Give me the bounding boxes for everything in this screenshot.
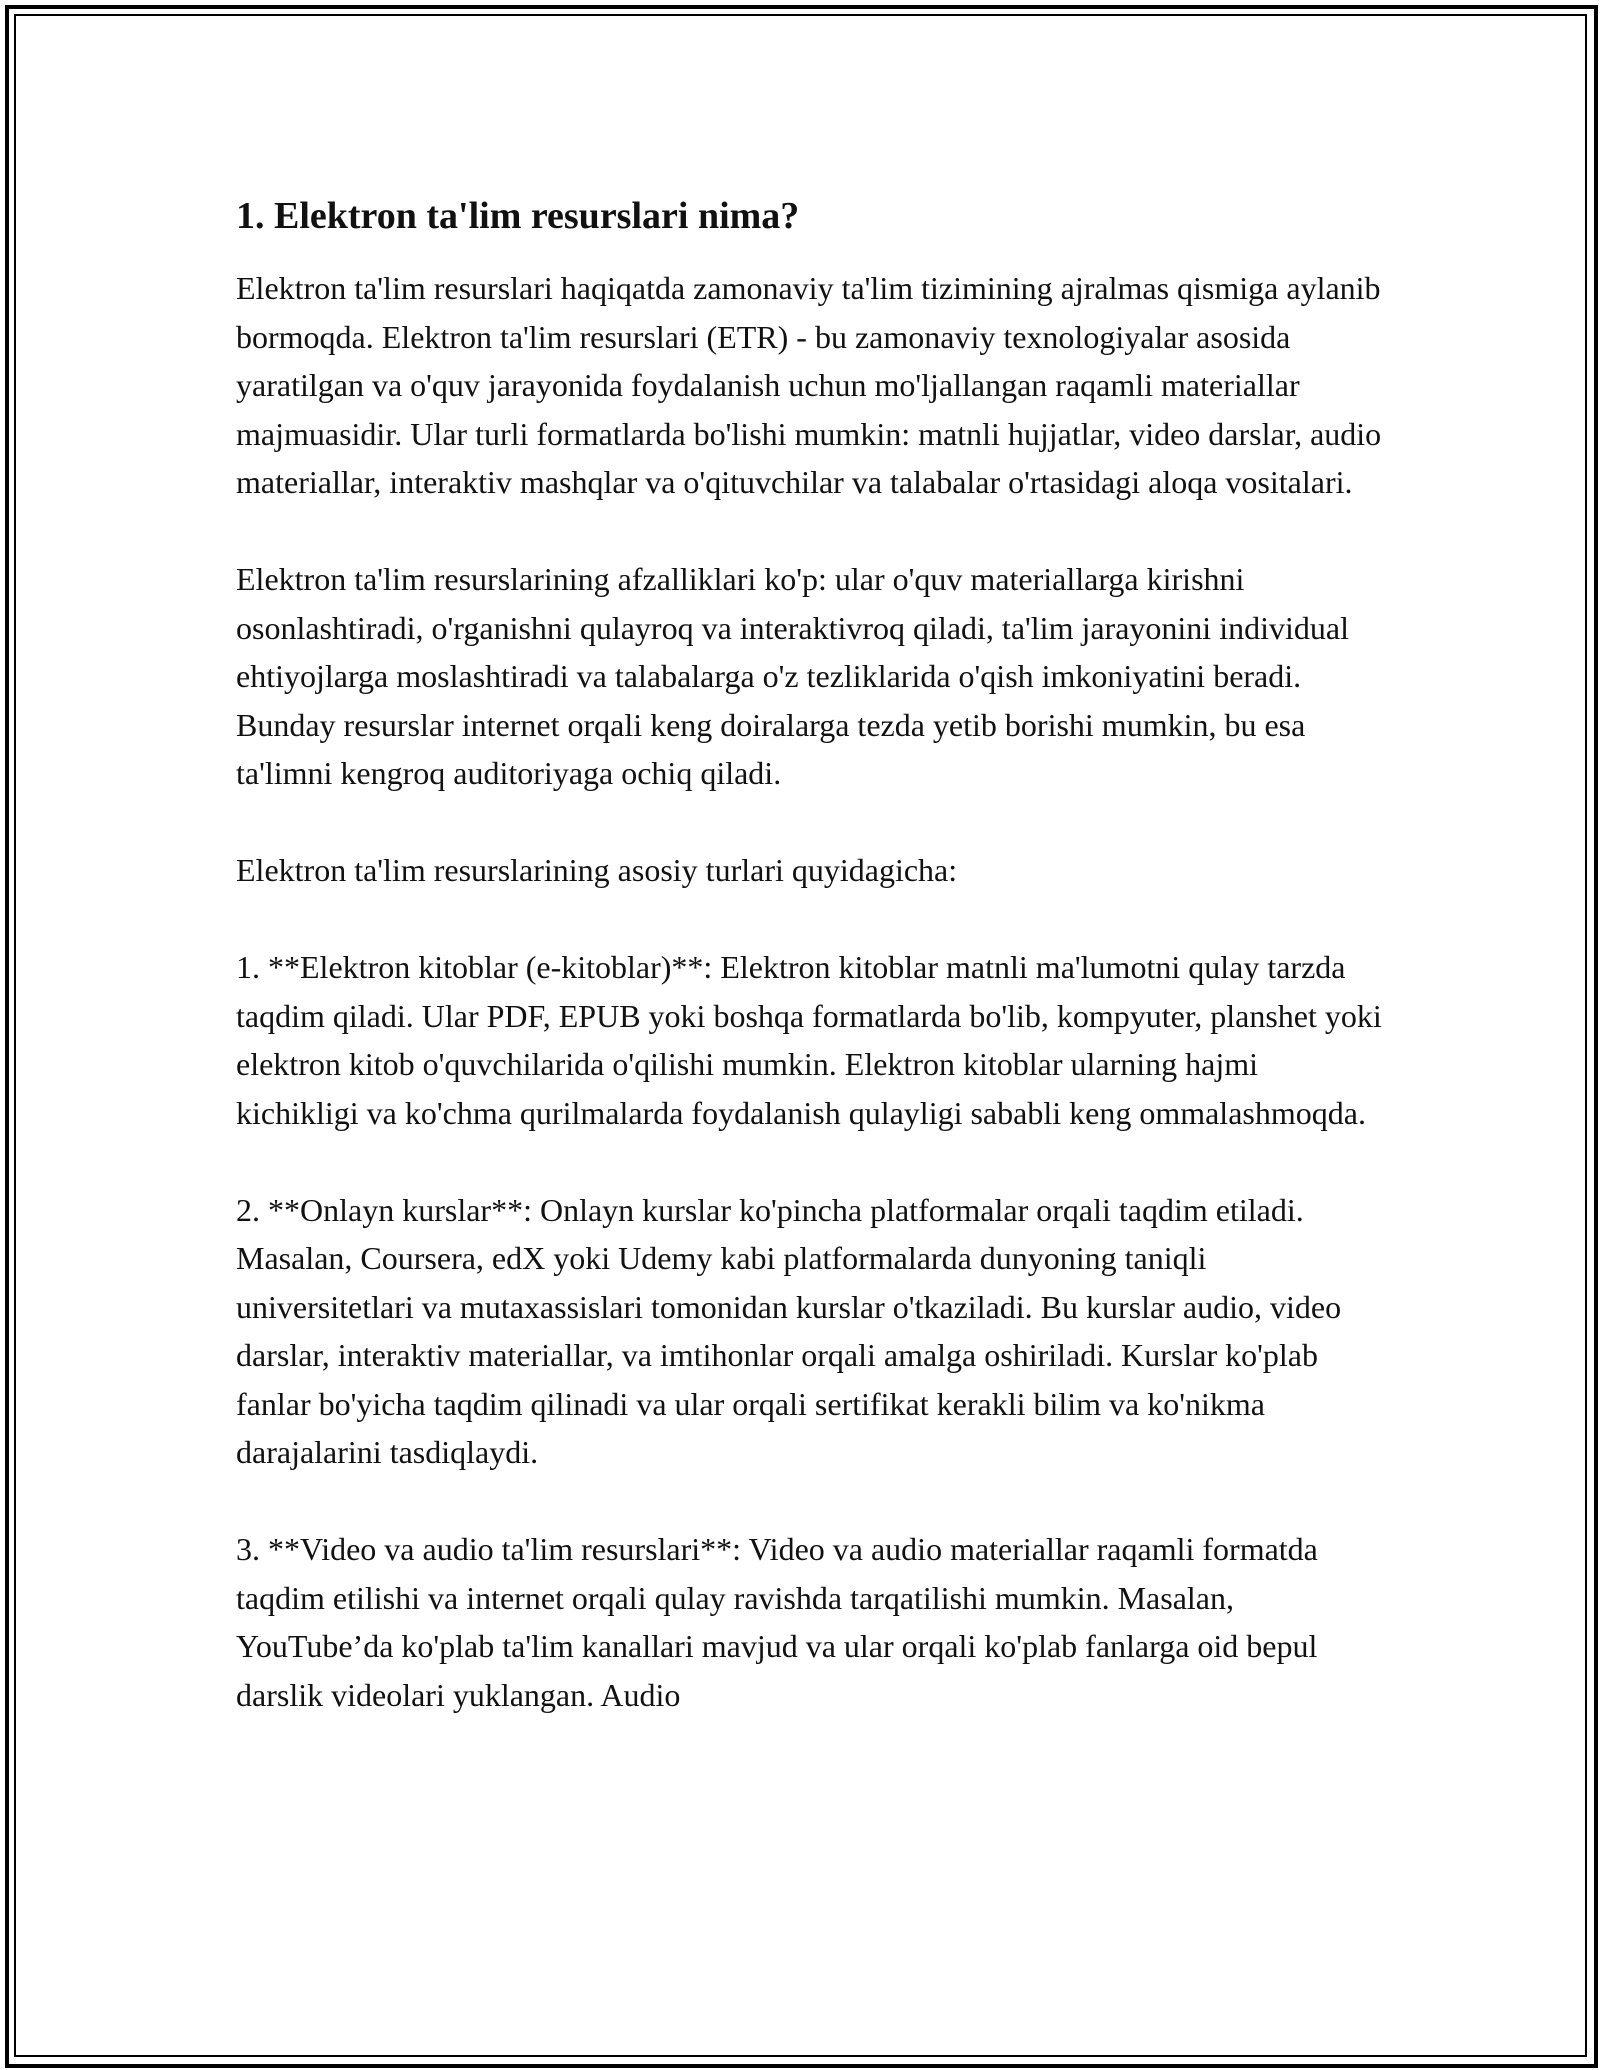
list-item-ebooks: 1. **Elektron kitoblar (e-kitoblar)**: Elektron kitoblar matnli ma'lumotni qulay tarzda taqdim qiladi. Ular PDF, EPUB yoki boshqa formatlarda bo'lib, kompyuter, planshet yoki elektron kitob o'quvchilarida o'qilishi mumkin. Elektron kitoblar ularning hajmi kichikligi va ko'chma qurilmalarda foydalanish qulayligi sababli keng ommalashmoqda. bbox=[236, 949, 1382, 1131]
list-item-video-audio: 3. **Video va audio ta'lim resurslari**: Video va audio materiallar raqamli formatda taqdim etilishi va internet orqali qulay ravishda tarqatilishi mumkin. Masalan, YouTube’da ko'plab ta'lim kanallari mavjud va ular orqali ko'plab fanlarga oid bepul darslik videolari yuklangan. Audio bbox=[236, 1531, 1318, 1713]
document-body bbox=[236, 186, 1386, 1719]
list-item-online-courses: 2. **Onlayn kurslar**: Onlayn kurslar ko'pincha platformalar orqali taqdim etiladi. Masalan, Coursera, edX yoki Udemy kabi platformalarda dunyoning taniqli universitetlari va mutaxassislari tomonidan kurslar o'tkaziladi. Bu kurslar audio, video darslar, interaktiv materiallar, va imtihonlar orqali amalga oshiriladi. Kurslar ko'plab fanlar bo'yicha taqdim qilinadi va ular orqali sertifikat kerakli bilim va ko'nikma darajalarini tasdiqlaydi. bbox=[236, 1191, 1342, 1470]
document-title: 1. Elektron ta'lim resurslari nima? bbox=[236, 195, 800, 237]
paragraph-advantages: Elektron ta'lim resurslarining afzalliklari ko'p: ular o'quv materiallarga kirishni osonlashtiradi, o'rganishni qulayroq va interaktivroq qiladi, ta'lim jarayonini individual ehtiyojlarga moslashtiradi va talabalarga o'z tezliklarida o'qish imkoniyatini beradi. Bunday resurslar internet orqali keng doiralarga tezda yetib borishi mumkin, bu esa ta'limni kengroq auditoriyaga ochiq qiladi. bbox=[236, 561, 1349, 791]
paragraph-types-intro: Elektron ta'lim resurslarining asosiy turlari quyidagicha: bbox=[236, 852, 958, 888]
paragraph-intro: Elektron ta'lim resurslari haqiqatda zamonaviy ta'lim tizimining ajralmas qismiga aylanib bormoqda. Elektron ta'lim resurslari (ETR) - bu zamonaviy texnologiyalar asosida yaratilgan va o'quv jarayonida foydalanish uchun mo'ljallangan raqamli materiallar majmuasidir. Ular turli formatlarda bo'lishi mumkin: matnli hujjatlar, video darslar, audio materiallar, interaktiv mashqlar va o'qituvchilar va talabalar o'rtasidagi aloqa vositalari. bbox=[236, 270, 1382, 500]
